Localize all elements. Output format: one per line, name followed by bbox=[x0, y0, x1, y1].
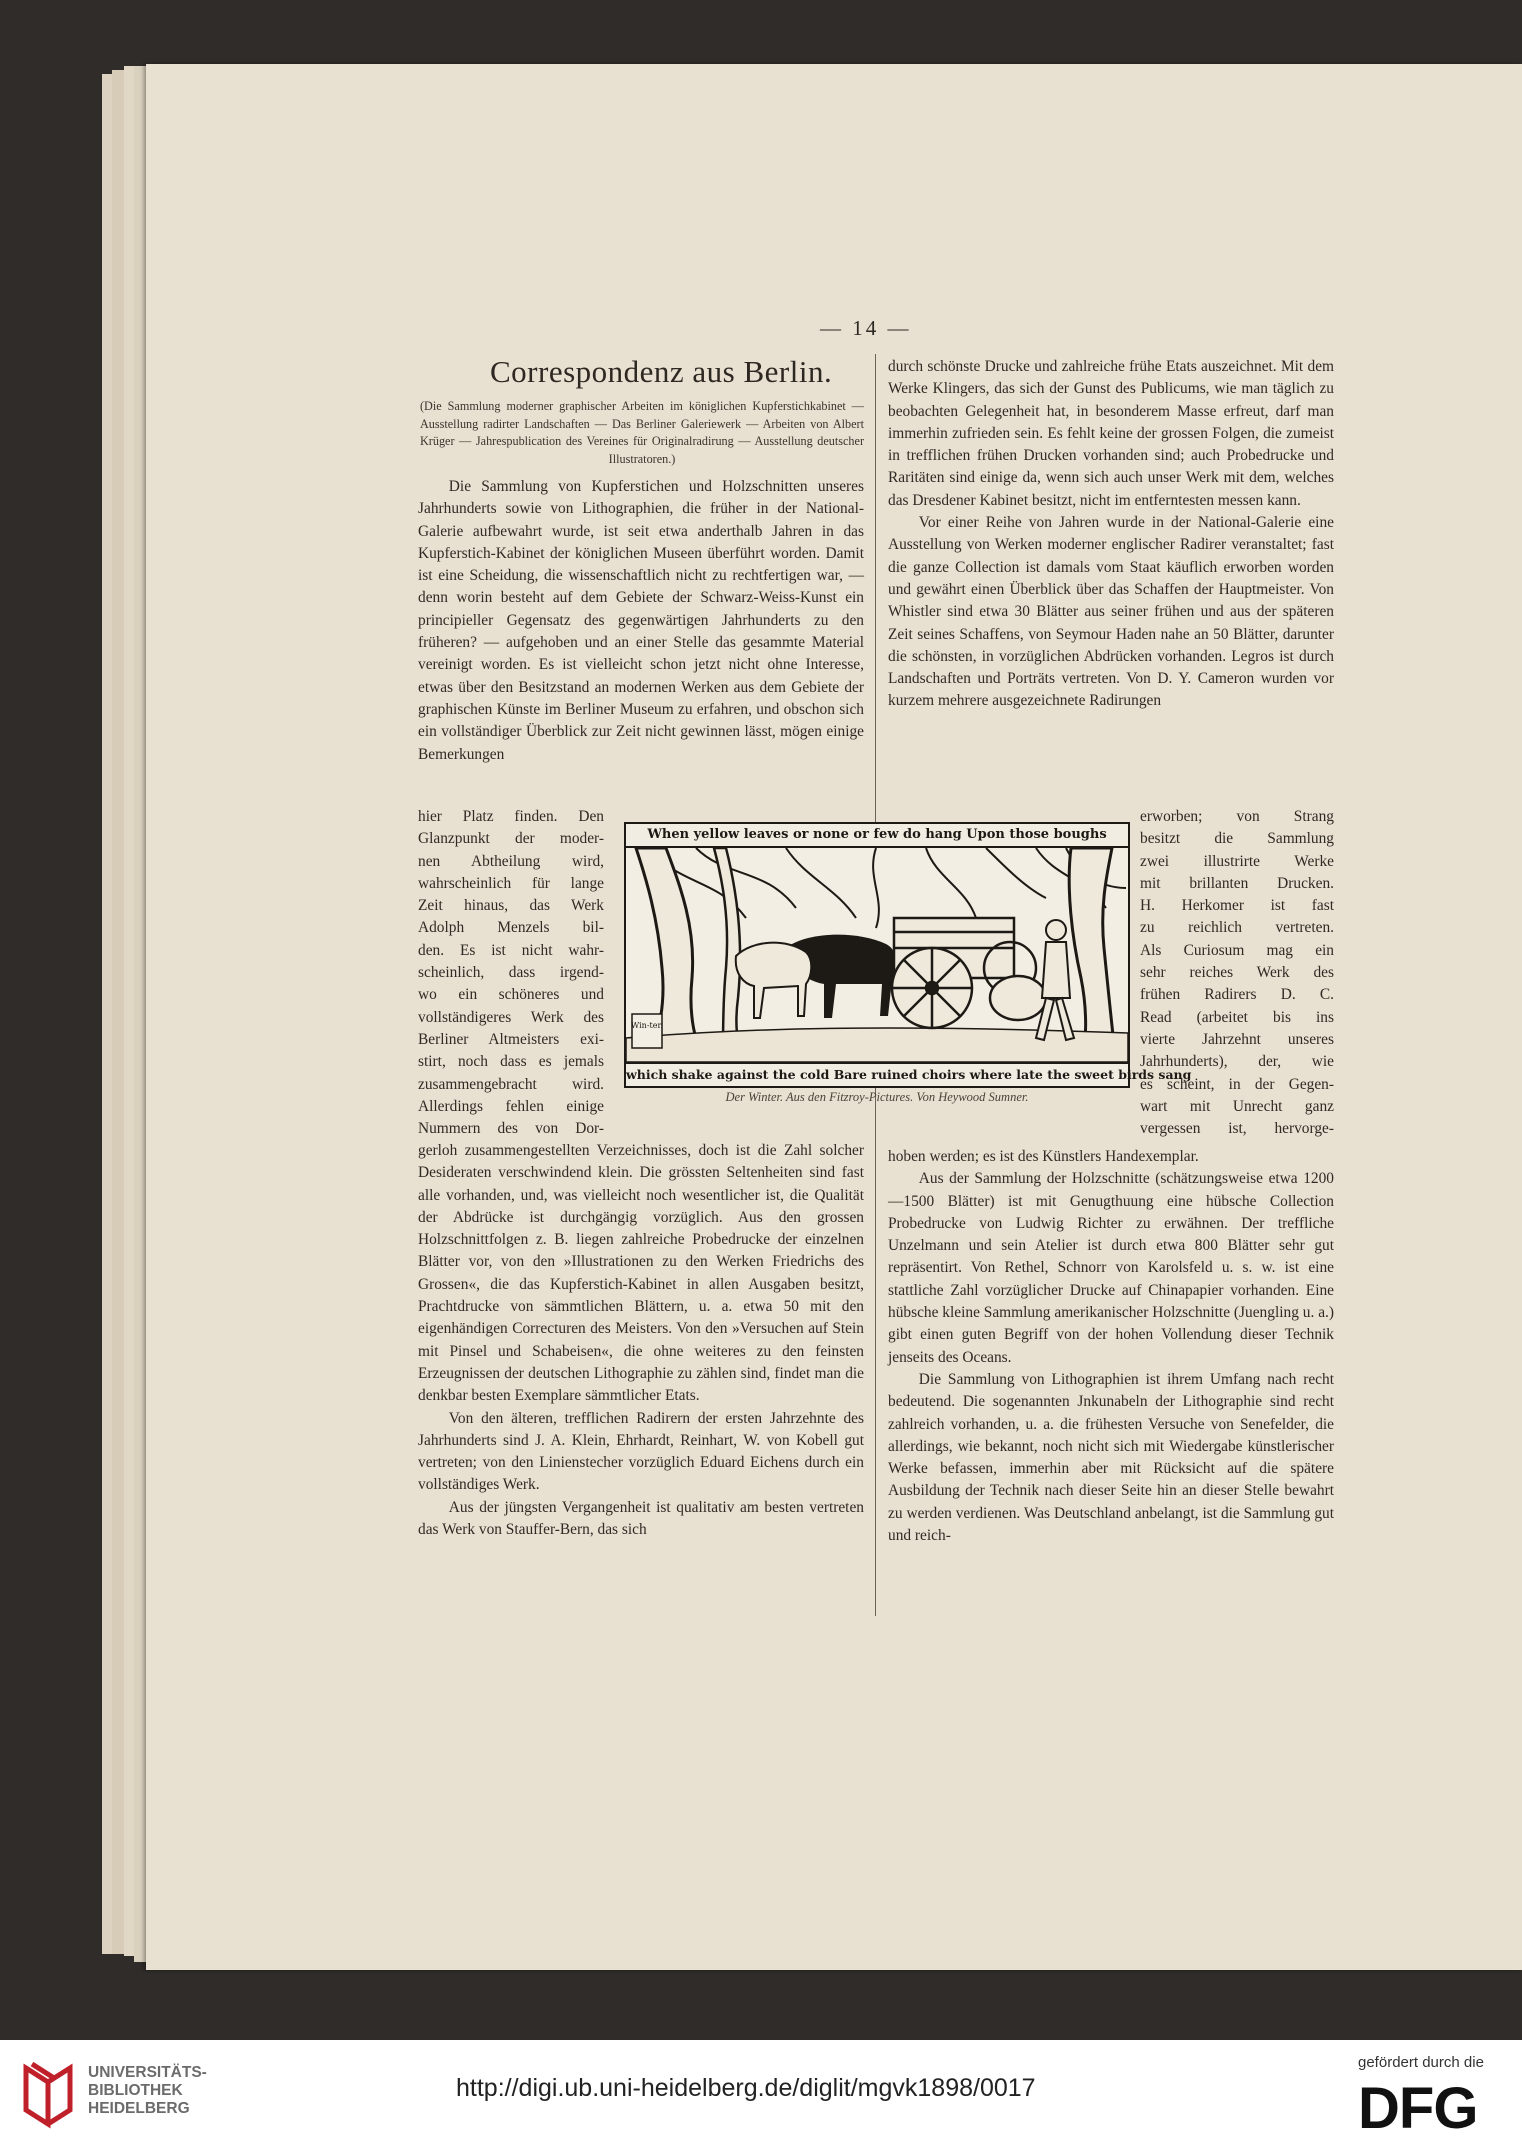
illustration-top-inscription: When yellow leaves or none or few do hang Upon those boughs bbox=[626, 824, 1128, 848]
text-line: vergessen ist, hervorge- bbox=[1140, 1120, 1334, 1138]
paragraph: Von den älteren, trefflichen Radirern der ersten Jahrzehnte des Jahrhunderts sind J. A. Klein, Ehrhardt, Reinhart, W. von Kobell gut vertreten; von den Linienstecher vorzüglich Eduard Eichens durch ein vollständiges Werk. bbox=[418, 1409, 864, 1494]
text-line: wo ein schöneres und bbox=[418, 986, 604, 1004]
library-name bbox=[88, 2064, 207, 2118]
text-line: vierte Jahrzehnt unseres bbox=[1140, 1030, 1334, 1048]
text-line: Read (arbeitet bis ins bbox=[1140, 1008, 1334, 1026]
woodcut-illustration bbox=[624, 822, 1192, 1088]
paragraph: hoben werden; es ist des Künstlers Handexemplar. bbox=[888, 1148, 1199, 1165]
funding-note: gefördert durch die bbox=[1358, 2054, 1484, 2071]
text-line: Nummern des von Dor- bbox=[418, 1120, 604, 1138]
text-line: besitzt die Sammlung bbox=[1140, 830, 1334, 848]
woodcut-monogram: Win-ter. bbox=[631, 1021, 663, 1030]
text-line: Berliner Altmeisters exi- bbox=[418, 1030, 604, 1048]
text-line: Zeit hinaus, das Werk bbox=[418, 897, 604, 915]
text-line: stirt, noch dass es jemals bbox=[418, 1053, 604, 1071]
right-column-top bbox=[888, 356, 1334, 713]
text-line: wahrscheinlich für lange bbox=[418, 874, 604, 892]
library-name-line: UNIVERSITÄTS- bbox=[88, 2064, 207, 2081]
dfg-logo: DFG bbox=[1358, 2076, 1478, 2141]
paragraph: Die Sammlung von Kupferstichen und Holzschnitten unseres Jahrhunderts sowie von Lithographien, die früher in der National-Galerie aufbewahrt wurde, ist seit etwa anderthalb Jahren in das Kupferstich-Kabinet der königlichen Museen überführt worden. Damit ist eine Scheidung, die wissenschaftlich nicht zu rechtfertigen war, — denn worin besteht auf dem Gebiete der Schwarz-Weiss-Kunst ein principieller Gegensatz des gegenwärtigen Jahrhunderts zu den früheren? — aufgehoben und an einer Stelle das gesammte Material vereinigt worden. Es ist vielleicht schon jetzt nicht ohne Interesse, etwas über den Besitzstand an modernen Werken aus dem Gebiete der graphischen Künste im Berliner Museum zu erfahren, und obschon sich ein vollständiger Überblick zur Zeit nicht gewinnen lässt, mögen einige Bemerkungen bbox=[418, 478, 864, 763]
paragraph: Vor einer Reihe von Jahren wurde in der National-Galerie eine Ausstellung von Werken moderner englischer Radirer veranstaltet; fast die ganze Collection ist damals vom Staat käuflich erworben worden und gewährt einen Überblick über das Schaffen der Hauptmeister. Von Whistler sind etwa 30 Blätter aus seiner frühen und aus der späteren Zeit seines Schaffens, von Seymour Haden nahe an 50 Blätter, darunter die schönsten, in vorzüglichen Abdrücken vorhanden. Legros ist durch Landschaften und Porträts vertreten. Von D. Y. Cameron wurden vor kurzem mehrere ausgezeichnete Radirungen bbox=[888, 514, 1334, 710]
text-line: frühen Radirers D. C. bbox=[1140, 986, 1334, 1004]
text-line: Glanzpunkt der moder- bbox=[418, 830, 604, 848]
paragraph: Aus der Sammlung der Holzschnitte (schätzungsweise etwa 1200—1500 Blätter) ist mit Genugthuung eine hübsche Collection Probedrucke von Ludwig Richter zu erwähnen. Der treffliche Unzelmann und sein Atelier ist durch etwa 800 Blätter sehr gut repräsentirt. Von Rethel, Schnorr von Karolsfeld u. s. w. ist eine stattliche Zahl vorzüglicher Drucke auf Chinapapier vorhanden. Eine hübsche kleine Sammlung amerikanischer Holzschnitte (Juengling u. a.) gibt einen guten Begriff von der hohen Vollendung dieser Technik jenseits des Oceans. bbox=[888, 1170, 1334, 1366]
text-line: es scheint, in der Gegen- bbox=[1140, 1075, 1334, 1093]
page-number: — 14 — bbox=[820, 316, 912, 340]
paragraph: Aus der jüngsten Vergangenheit ist qualitativ am besten vertreten das Werk von Stauffer-Bern, das sich bbox=[418, 1498, 864, 1539]
text-line: erworben; von Strang bbox=[1140, 808, 1334, 825]
university-library-logo-icon bbox=[18, 2060, 78, 2130]
text-line: den. Es ist nicht wahr- bbox=[418, 941, 604, 959]
permalink-url[interactable]: http://digi.ub.uni-heidelberg.de/diglit/mgvk1898/0017 bbox=[456, 2074, 1036, 2102]
article-title: Correspondenz aus Berlin. bbox=[490, 354, 833, 389]
winter-woodcut-image bbox=[626, 848, 1128, 1062]
right-wrap-text bbox=[1140, 806, 1334, 1140]
text-line: zusammengebracht wird. bbox=[418, 1075, 604, 1093]
text-line: wart mit Unrecht ganz bbox=[1140, 1097, 1334, 1115]
left-wrap-text bbox=[418, 806, 604, 1140]
text-line: hier Platz finden. Den bbox=[418, 808, 604, 825]
text-line: nen Abtheilung wird, bbox=[418, 852, 604, 870]
article-subtitle: (Die Sammlung moderner graphischer Arbeiten im königlichen Kupferstichkabinet — Ausstellung radirter Landschaften — Das Berliner Galeriewerk — Arbeiten von Albert Krüger — Jahrespublication des Vereines für Originalradirung — Ausstellung deutscher Illustratoren.) bbox=[420, 399, 864, 466]
text-line: Allerdings fehlen einige bbox=[418, 1097, 604, 1115]
text-line: vollständigeres Werk des bbox=[418, 1008, 604, 1026]
text-line: H. Herkomer ist fast bbox=[1140, 897, 1334, 915]
text-line: scheinlich, dass irgend- bbox=[418, 964, 604, 982]
paragraph: gerloh zusammengestellten Verzeichnisses, doch ist die Zahl solcher Desideraten verschwindend klein. Die grössten Seltenheiten sind fast alle vorhanden, und, was vielleicht noch wesentlicher ist, die Qualität der Abdrücke ist durchgängig vorzüglich. Aus den grossen Holzschnittfolgen z. B. liegen zahlreiche Probedrucke der einzelnen Blätter vor, von den »Illustrationen zu den Werken Friedrichs des Grossen«, die das Kupferstich-Kabinet in allen Ausgaben besitzt, Prachtdrucke von sämmtlichen Blättern, u. a. etwa 50 mit den eigenhändigen Correcturen des Meisters. Von den »Versuchen auf Stein mit Pinsel und Schabeisen«, die ohne weiteres zu den feinsten Erzeugnissen der deutschen Lithographie zu zählen sind, findet man die denkbar besten Exemplare sämmtlicher Etats. bbox=[418, 1142, 864, 1405]
paragraph: durch schönste Drucke und zahlreiche frühe Etats auszeichnet. Mit dem Werke Klingers, das sich der Gunst des Publicums, wie man täglich zu beobachten Gelegenheit hat, in besonderem Masse erfreut, darf man immerhin zufrieden sein. Es fehlt keine der grossen Folgen, die zumeist in trefflichen frühen Drucken vorhanden sind; auch Probedrucke und Raritäten sind einige da, wenn sich auch unser Werk mit dem, welches das Dresdener Kabinet besitzt, nicht im entferntesten messen kann. bbox=[888, 358, 1334, 509]
left-column-bottom bbox=[418, 1140, 864, 1541]
text-line: sehr reiches Werk des bbox=[1140, 964, 1334, 982]
text-line: mit brillanten Drucken. bbox=[1140, 874, 1334, 892]
left-column-top bbox=[418, 476, 864, 766]
illustration-bottom-inscription: which shake against the cold Bare ruined choirs where late the sweet birds sang bbox=[626, 1062, 1128, 1086]
right-column-bottom bbox=[888, 1146, 1334, 1547]
text-line: Als Curiosum mag ein bbox=[1140, 941, 1334, 959]
paragraph: Die Sammlung von Lithographien ist ihrem Umfang nach recht bedeutend. Die sogenannten Jnkunabeln der Lithographie sind recht zahlreich vorhanden, u. a. die frühesten Versuche von Senefelder, die allerdings, wie bekannt, noch nicht sich mit Wiedergabe künstlerischer Werke befassen, immerhin aber mit Rücksicht auf die spätere Ausbildung der Technik nach dieser Seite hin an dieser Stelle bewahrt zu werden verdienen. Was Deutschland anbelangt, ist die Sammlung gut und reich- bbox=[888, 1370, 1334, 1545]
text-line: zwei illustrirte Werke bbox=[1140, 852, 1334, 870]
viewer-footer bbox=[0, 2040, 1522, 2151]
library-name-line: HEIDELBERG bbox=[88, 2100, 190, 2117]
illustration-caption: Der Winter. Aus den Fitzroy-Pictures. Von Heywood Sumner. bbox=[725, 1090, 1029, 1104]
text-line: Jahrhunderts), der, wie bbox=[1140, 1053, 1334, 1071]
text-line: zu reichlich vertreten. bbox=[1140, 919, 1334, 937]
text-line: Adolph Menzels bil- bbox=[418, 919, 604, 937]
library-name-line: BIBLIOTHEK bbox=[88, 2082, 183, 2099]
